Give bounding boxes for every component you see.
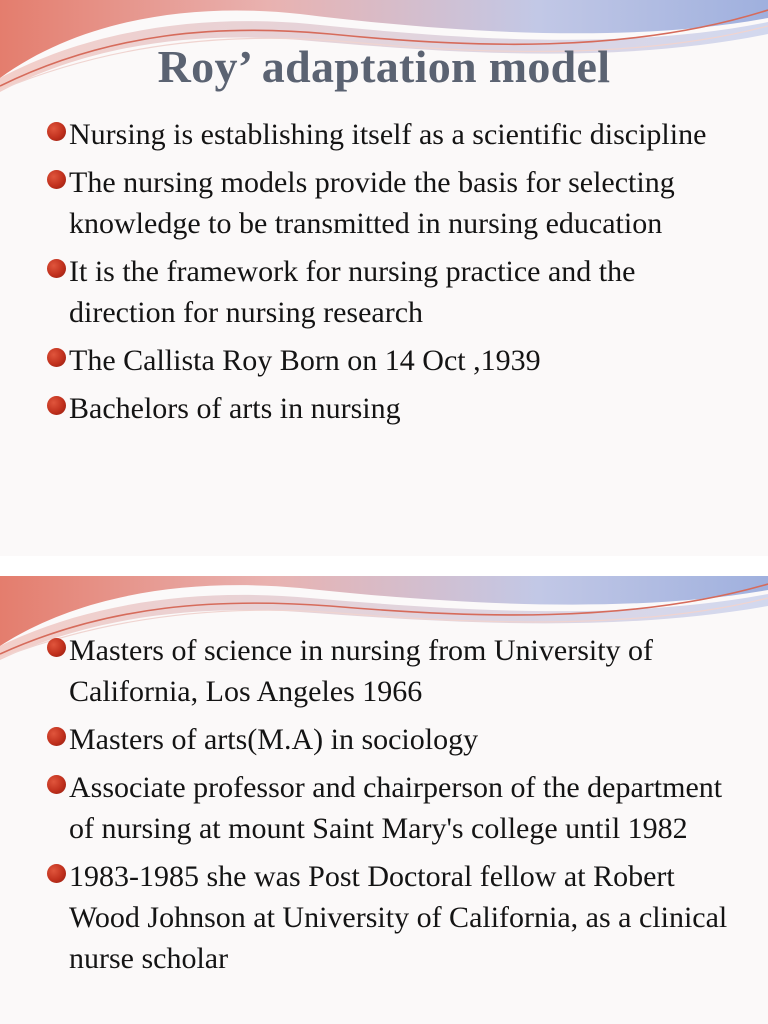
bullet-icon	[47, 170, 66, 189]
bullet-icon	[47, 638, 66, 657]
bullet-icon	[47, 396, 66, 415]
bullet-icon	[47, 727, 66, 746]
bullet-text: Masters of science in nursing from University of California, Los Angeles 1966	[69, 634, 654, 708]
list-item	[0, 251, 768, 333]
list-item	[0, 340, 768, 381]
bullet-icon	[47, 122, 66, 141]
bullet-icon	[47, 348, 66, 367]
list-item	[0, 856, 768, 979]
list-item	[0, 162, 768, 244]
slide-1-bullet-list	[0, 114, 768, 436]
bullet-text: It is the framework for nursing practice and the direction for nursing research	[69, 255, 636, 329]
slide-2-bullet-list	[0, 630, 768, 986]
slide-title: Roy’ adaptation model	[157, 41, 611, 92]
list-item	[0, 388, 768, 429]
bullet-icon	[47, 864, 66, 883]
bullet-text: 1983-1985 she was Post Doctoral fellow at Robert Wood Johnson at University of California, as a clinical nurse scholar	[69, 860, 728, 975]
slide-separator	[0, 556, 768, 576]
bullet-text: Nursing is establishing itself as a scientific discipline	[69, 118, 707, 151]
bullet-text: Associate professor and chairperson of the department of nursing at mount Saint Mary's college until 1982	[69, 771, 723, 845]
list-item	[0, 114, 768, 155]
list-item	[0, 767, 768, 849]
list-item	[0, 719, 768, 760]
bullet-icon	[47, 259, 66, 278]
bullet-text: Masters of arts(M.A) in sociology	[69, 723, 479, 756]
bullet-text: The Callista Roy Born on 14 Oct ,1939	[69, 344, 541, 377]
list-item	[0, 630, 768, 712]
slide-2	[0, 576, 768, 1024]
bullet-text: The nursing models provide the basis for selecting knowledge to be transmitted in nursing education	[69, 166, 675, 240]
bullet-text: Bachelors of arts in nursing	[69, 392, 401, 425]
bullet-icon	[47, 775, 66, 794]
